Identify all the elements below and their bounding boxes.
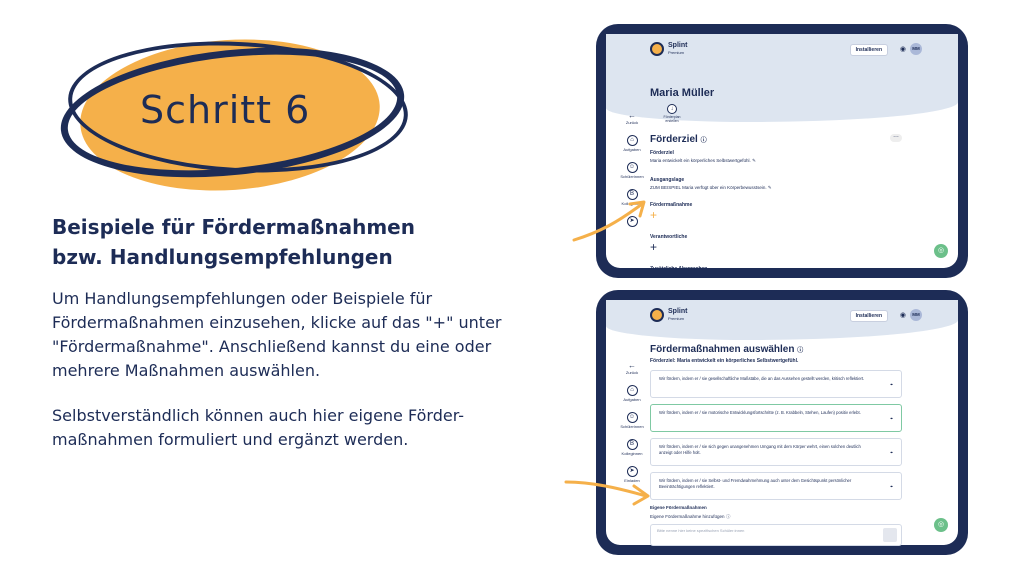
b-icon: B bbox=[627, 439, 638, 450]
goal-subtitle: Förderziel: Maria entwickelt ein körperliches Selbstwertgefühl. bbox=[650, 358, 799, 364]
measure-card[interactable]: Wir fördern, indem er / sie motorische Entwicklungsfortschritte (z. B. Krabbeln, Stehen, Laufen) positiv erlebt. ⌖ bbox=[650, 404, 902, 432]
app-screen-2 bbox=[606, 300, 958, 545]
tag-icon: ⌖ bbox=[890, 484, 893, 490]
eye-icon[interactable]: ◉ bbox=[899, 46, 906, 53]
nav-back[interactable]: ← Zurück bbox=[620, 362, 644, 375]
tablet-screenshot-2 bbox=[596, 290, 968, 555]
send-icon: ➤ bbox=[627, 466, 638, 477]
tablet-screenshot-1 bbox=[596, 24, 968, 278]
tag-icon: ⌖ bbox=[890, 382, 893, 388]
logo-text: Splint bbox=[668, 308, 688, 315]
splint-logo-icon bbox=[650, 42, 664, 56]
logo-sub: Premium bbox=[668, 50, 685, 55]
pointer-arrow-icon bbox=[570, 196, 650, 246]
home-icon: ⌂ bbox=[627, 385, 638, 396]
section-title: Förderziel ⓘ bbox=[650, 134, 707, 145]
measure-card[interactable]: Wir fördern, indem er / sie gesellschaftliche Maßstäbe, die an das Aussehen gestellt werden, kritisch reflektiert. ⌖ bbox=[650, 370, 902, 398]
eye-icon[interactable]: ◉ bbox=[899, 312, 906, 319]
own-measure-add[interactable]: Eigene Fördermaßnahme hinzufügen ⓘ bbox=[650, 514, 731, 519]
nav-schuelerinnen[interactable]: ☺ Schülerinnen bbox=[620, 164, 644, 179]
avatar[interactable]: MM bbox=[910, 309, 922, 321]
install-button[interactable]: Installieren bbox=[850, 44, 888, 56]
slide-heading: Beispiele für Fördermaßnahmen bzw. Handlungsempfehlungen bbox=[52, 215, 415, 269]
info-icon[interactable]: ⓘ bbox=[700, 138, 707, 144]
nav-aufgaben[interactable]: ⌂ Aufgaben bbox=[623, 137, 641, 152]
add-responsible-plus-icon[interactable]: + bbox=[650, 240, 658, 254]
goal-label: Förderziel bbox=[650, 150, 674, 156]
extra-label: Zusätzliche Absprachen bbox=[650, 266, 708, 272]
tag-icon: ⌖ bbox=[890, 450, 893, 456]
measure-card[interactable]: Wir fördern, indem er / sie Selbst- und Fremdwahrnehmung auch unter dem Gesichtspunkt persönlicher Beeinträchtigungen reflektiert. ⌖ bbox=[650, 472, 902, 500]
edit-icon: ✎ bbox=[767, 185, 772, 190]
users-icon: ☺ bbox=[627, 412, 638, 423]
app-screen-1 bbox=[606, 34, 958, 272]
install-button[interactable]: Installieren bbox=[850, 310, 888, 322]
users-icon: ☺ bbox=[627, 162, 638, 173]
start-label: Ausgangslage bbox=[650, 177, 685, 183]
splint-logo[interactable] bbox=[650, 42, 687, 56]
nav-back[interactable]: ← Zurück bbox=[620, 112, 644, 125]
info-icon: ⓘ bbox=[725, 514, 731, 519]
nav-kolleginnen[interactable]: B Kolleginnen bbox=[621, 441, 643, 456]
pointer-arrow-icon bbox=[562, 470, 652, 510]
add-measure-plus-icon[interactable]: + bbox=[650, 208, 658, 222]
measure-card[interactable]: Wir fördern, indem er / sie sich gegen unangenehmen Umgang mit dem Körper wehrt, einen solchen deutlich anzeigt oder Hilfe holt. ⌖ bbox=[650, 438, 902, 466]
b-icon: B bbox=[627, 189, 638, 200]
start-value[interactable]: ZUM BEISPIEL Maria verfügt über ein Körperbewusstsein. ✎ bbox=[650, 185, 772, 190]
download-icon: ↓ bbox=[667, 104, 677, 114]
send-icon: ➤ bbox=[627, 216, 638, 227]
own-measure-input[interactable]: Bitte nenne hier keine spezifischen Schüler:innen bbox=[650, 524, 902, 546]
instruction-paragraph: Um Handlungsempfehlungen oder Beispiele für Fördermaßnahmen einzusehen, klicke auf das "+" unter "Fördermaßnahme". Anschließend kannst du eine oder mehrere Maßnahmen auswählen. bbox=[52, 289, 502, 380]
logo-text: Splint bbox=[668, 42, 688, 49]
page-title: Fördermaßnahmen auswählen ⓘ bbox=[650, 344, 804, 355]
home-icon: ⌂ bbox=[627, 135, 638, 146]
nav-aufgaben[interactable]: ⌂ Aufgaben bbox=[623, 387, 641, 402]
back-arrow-icon: ← bbox=[628, 111, 636, 120]
download-button[interactable]: ↓ Förderplan erstellen bbox=[663, 106, 681, 123]
responsible-label: Verantwortliche bbox=[650, 234, 688, 240]
splint-logo[interactable] bbox=[650, 308, 687, 322]
back-arrow-icon: ← bbox=[628, 361, 636, 370]
more-menu-icon[interactable]: … bbox=[890, 134, 902, 142]
note-paragraph: Selbstverständlich können auch hier eigene Förder-maßnahmen formuliert und ergänzt werden. bbox=[52, 406, 465, 449]
own-measures-label: Eigene Fördermaßnahmen bbox=[650, 505, 707, 510]
student-name: Maria Müller bbox=[650, 87, 715, 99]
help-fab-icon[interactable]: ◎ bbox=[934, 518, 948, 532]
edit-icon: ✎ bbox=[752, 158, 756, 163]
measure-label: Fördermaßnahme bbox=[650, 202, 693, 208]
submit-button[interactable] bbox=[883, 528, 897, 542]
nav-kolleginnen[interactable]: B Kolleginnen bbox=[621, 191, 643, 206]
help-fab-icon[interactable]: ◎ bbox=[934, 244, 948, 258]
goal-value[interactable]: Maria entwickelt ein körperliches Selbstwertgefühl. ✎ bbox=[650, 158, 756, 163]
nav-einladen[interactable]: ➤ Einladen bbox=[624, 468, 640, 483]
info-icon[interactable]: ⓘ bbox=[797, 348, 804, 354]
avatar[interactable]: MM bbox=[910, 43, 922, 55]
splint-logo-icon bbox=[650, 308, 664, 322]
logo-sub: Premium bbox=[668, 316, 685, 321]
step-title: Schritt 6 bbox=[140, 88, 311, 132]
nav-schuelerinnen[interactable]: ☺ Schülerinnen bbox=[620, 414, 644, 429]
tag-icon: ⌖ bbox=[890, 416, 893, 422]
